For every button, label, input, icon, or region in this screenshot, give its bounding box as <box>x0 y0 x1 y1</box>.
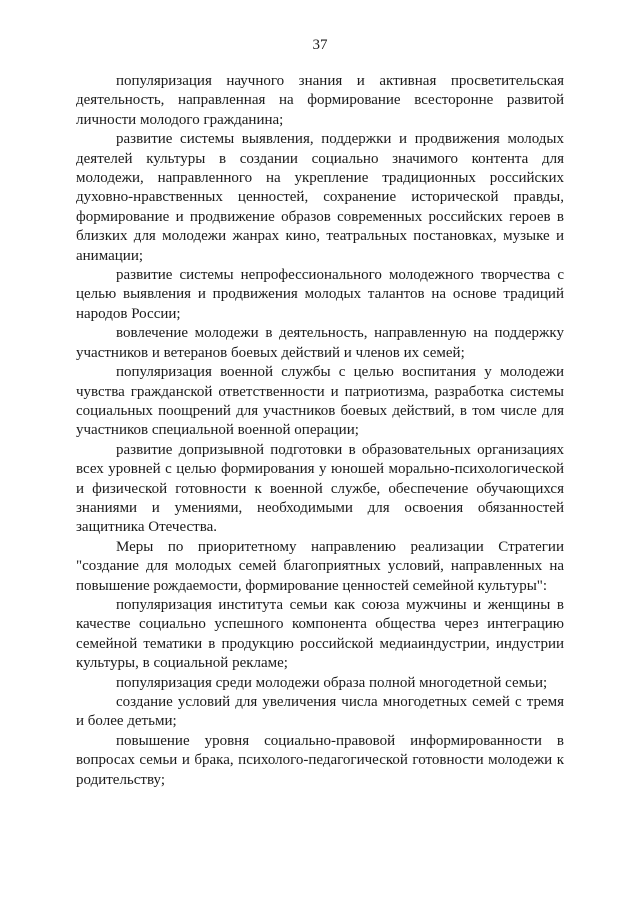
paragraph: популяризация военной службы с целью воспитания у молодежи чувства гражданской ответственности и патриотизма, разработка системы социальных поощрений для участников боевых действий, в том числе для участников специальной военной операции; <box>76 364 564 439</box>
paragraph: вовлечение молодежи в деятельность, направленную на поддержку участников и ветеранов боевых действий и членов их семей; <box>76 325 564 361</box>
paragraph: развитие системы выявления, поддержки и продвижения молодых деятелей культуры в создании социально значимого контента для молодежи, направленного на укрепление традиционных российских духовно-нравственных ценностей, сохранение исторической правды, формирование и продвижение образов современных российских героев в близких для молодежи жанрах кино, театральных постановках, музыке и анимации; <box>76 131 564 264</box>
document-body <box>76 72 564 790</box>
paragraph: популяризация научного знания и активная просветительская деятельность, направленная на формирование всесторонне развитой личности молодого гражданина; <box>76 73 564 128</box>
paragraph: популяризация среди молодежи образа полной многодетной семьи; <box>116 674 548 691</box>
paragraph: повышение уровня социально-правовой информированности в вопросах семьи и брака, психолого-педагогической готовности молодежи к родительству; <box>76 732 564 788</box>
paragraph: популяризация института семьи как союза мужчины и женщины в качестве социально успешного компонента общества через интеграцию семейной тематики в продукцию российской медиаиндустрии, индустрии культуры, в социальной рекламе; <box>76 596 564 672</box>
paragraph: развитие допризывной подготовки в образовательных организациях всех уровней с целью формирования у юношей морально-психологической и физической готовности к военной службе, обеспечение обучающихся знаниями и умениями, необходимыми для освоения обязанностей защитника Отечества. <box>76 441 564 536</box>
page-number: 37 <box>312 37 328 53</box>
paragraph: Меры по приоритетному направлению реализации Стратегии "создание для молодых семей благоприятных условий, направленных на повышение рождаемости, формирование ценностей семейной культуры": <box>76 538 564 594</box>
paragraph: развитие системы непрофессионального молодежного творчества с целью выявления и продвижения молодых талантов на основе традиций народов России; <box>76 267 564 322</box>
paragraph: создание условий для увеличения числа многодетных семей с тремя и более детьми; <box>76 694 564 730</box>
